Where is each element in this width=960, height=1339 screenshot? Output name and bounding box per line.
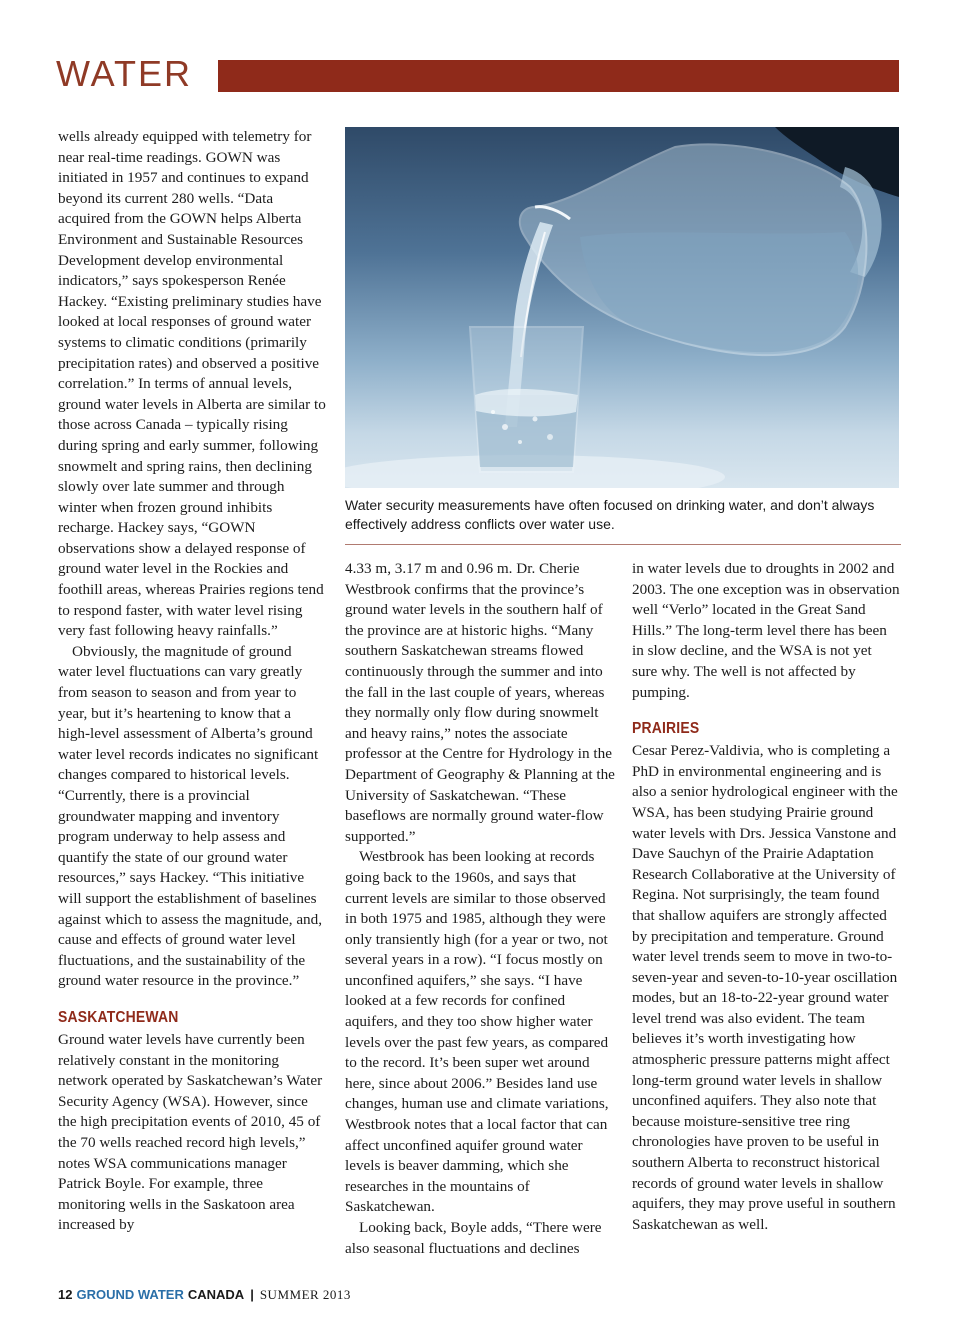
paragraph: in water levels due to droughts in 2002 and 2003. The one exception was in observation well “Verlo” located in the Great Sand Hills.” The long-term level there has been in slow decline, and the WSA is not yet sure why. The well is not affected by pumping. (632, 560, 900, 701)
section-title: WATER (56, 53, 192, 94)
paragraph: Looking back, Boyle adds, “There were also seasonal fluctuations and declines (345, 1219, 602, 1257)
article-column-3 (632, 559, 900, 1235)
article-column-2 (345, 559, 615, 1259)
page-footer (58, 1287, 351, 1303)
magazine-name-part1: GROUND WATER (76, 1287, 184, 1302)
footer-separator: | (250, 1287, 254, 1302)
page-number: 12 (58, 1287, 73, 1302)
caption-divider (345, 544, 901, 545)
paragraph: 4.33 m, 3.17 m and 0.96 m. Dr. Cherie Westbrook confirms that the province’s ground water levels in the southern half of the province are at historic highs. “Many southern Saskatchewan streams flowed continuously through the summer and into the fall in the last couple of years, whereas they normally only flow during snowmelt and heavy rains,” notes the associate professor at the Centre for Hydrology in the Department of Geography & Planning at the University of Saskatchewan. “These baseflows are normally ground water-flow supported.” (345, 560, 615, 845)
paragraph: Obviously, the magnitude of ground water level fluctuations can vary greatly from season to season and from year to year, but it’s heartening to know that a high-level assessment of Alberta’s ground water level records indicates no significant changes compared to historical levels. “Currently, there is a provincial groundwater mapping and inventory program underway to help assess and quantify the state of our ground water resources,” says Hackey. “This initiative will support the establishment of baselines against which to assess the magnitude, and, cause and effects of ground water level fluctuations, and the sustainability of the ground water resource in the province.” (58, 642, 323, 990)
subheading-saskatchewan: SASKATCHEWAN (58, 1008, 179, 1026)
subheading-prairies: PRAIRIES (632, 720, 700, 738)
article-photo (345, 127, 899, 488)
photo-caption: Water security measurements have often focused on drinking water, and don’t always effectively address conflicts over water use. (345, 497, 875, 532)
paragraph: Westbrook has been looking at records going back to the 1960s, and says that current levels are similar to those observed in both 1975 and 1985, although they were only transiently high (for a year or two, not several years in a row). “I focus mostly on unconfined aquifers,” she says. “I have looked at a few records for confined aquifers, and they too show higher water levels over the past few years, as compared to the record. It’s been super wet around here, since about 2006.” Besides land use changes, human use and climate variations, Westbrook notes that a local factor that can affect unconfined aquifer ground water levels is beaver damming, which she researches in the mountains of Saskatchewan. (345, 848, 609, 1216)
paragraph: Cesar Perez-Valdivia, who is completing a PhD in environmental engineering and is also a senior hydrological engineer with the WSA, has been studying Prairie ground water levels with Drs. Jessica Vanstone and Dave Sauchyn of the Prairie Adaptation Research Collaborative at the University of Regina. Not surprisingly, the team found that shallow aquifers are strongly affected by precipitation and temperature. Ground water level trends seem to move in two-to-seven-year and seven-to-10-year oscillation modes, but an 18-to-22-year ground water level trend was also evident. The team believes it’s worth investigating how atmospheric pressure patterns might affect long-term ground water levels in shallow unconfined aquifers. They also note that because moisture-sensitive tree ring chronologies have proven to be useful in southern Alberta to reconstruct historical records of ground water levels in shallow aquifers, they may prove useful in southern Saskatchewan as well. (632, 742, 898, 1233)
issue-label: SUMMER 2013 (259, 1287, 351, 1302)
article-column-1 (58, 127, 326, 1236)
magazine-name-part2: CANADA (187, 1287, 245, 1302)
paragraph: Ground water levels have currently been relatively constant in the monitoring network operated by Saskatchewan’s Water Security Agency (WSA). However, since the high precipitation events of 2010, 45 of the 70 wells reached record high levels,” notes WSA communications manager Patrick Boyle. For example, three monitoring wells in the Saskatoon area increased by (58, 1030, 323, 1234)
section-header-bar (218, 60, 899, 92)
paragraph: wells already equipped with telemetry for near real-time readings. GOWN was initiated in 1957 and continues to expand beyond its current 280 wells. “Data acquired from the GOWN helps Alberta Environment and Sustainable Resources Development develop environmental indicators,” says spokesperson Renée Hackey. “Existing preliminary studies have looked at local responses of ground water systems to climatic conditions (primarily precipitation rates) and observed a positive correlation.” In terms of annual levels, ground water levels in Alberta are similar to those across Canada – typically rising during spring and early summer, following snowmelt and spring rains, then declining slowly over late summer and through winter when frozen ground inhibits recharge. Hackey says, “GOWN observations show a delayed response of ground water level in the Rockies and foothill areas, whereas Prairies regions tend to respond faster, with water level rising very fast following heavy rainfalls.” (58, 128, 326, 640)
pitcher-pouring-water-photo-icon (345, 127, 899, 488)
